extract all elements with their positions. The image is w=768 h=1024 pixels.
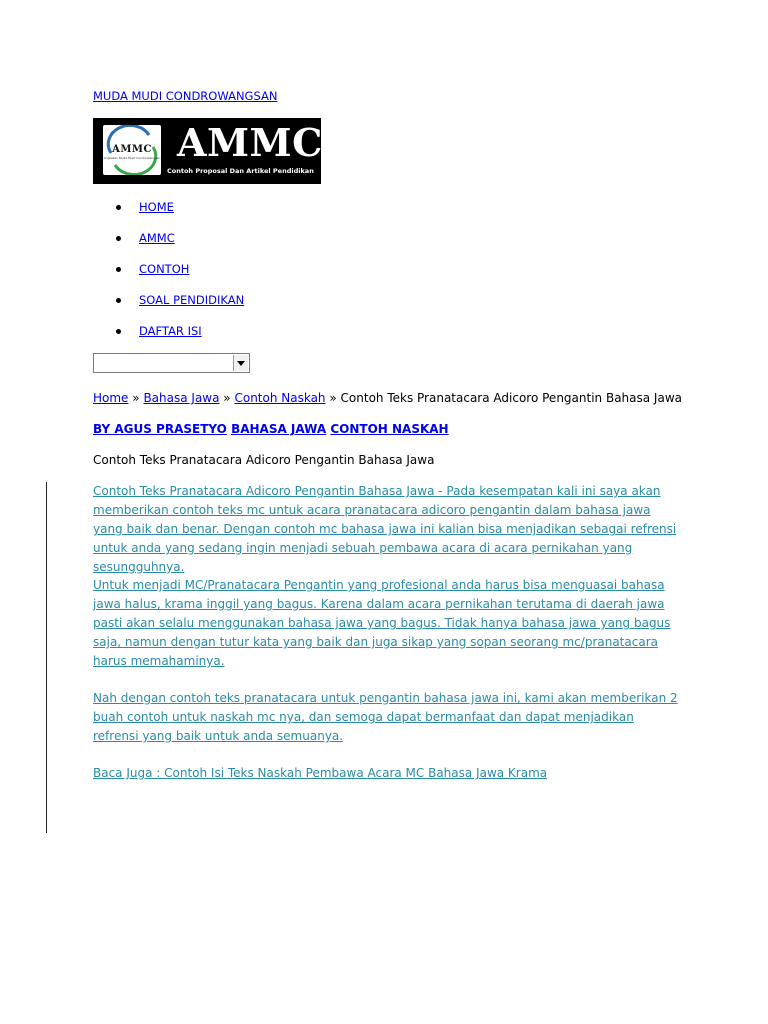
logo-badge [103,125,161,175]
nav-link-home[interactable]: HOME [139,200,174,214]
breadcrumb-current: Contoh Teks Pranatacara Adicoro Pengantin Bahasa Jawa [340,391,682,405]
breadcrumb-bahasa-jawa-link[interactable]: Bahasa Jawa [143,391,220,405]
bullet-icon [116,329,121,334]
breadcrumb-contoh-naskah-link[interactable]: Contoh Naskah [234,391,326,405]
logo-tagline: Contoh Proposal Dan Artikel Pendidikan [167,167,314,175]
logo-badge-text: AMMC [112,144,152,155]
nav-link-ammc[interactable]: AMMC [139,231,175,245]
related-post-link[interactable]: Baca Juga : Contoh Isi Teks Naskah Pembawa Acara MC Bahasa Jawa Krama [93,766,548,780]
breadcrumb-separator: » [132,391,140,405]
site-logo[interactable] [93,118,321,184]
site-title-link[interactable]: MUDA MUDI CONDROWANGSAN [93,89,278,103]
nav-link-soal-pendidikan[interactable]: SOAL PENDIDIKAN [139,293,245,307]
post-paragraph-2 [93,576,683,671]
nav-select-dropdown[interactable] [93,353,250,373]
post-paragraph-1-text: - Pada kesempatan kali ini saya akan memberikan contoh teks mc untuk acara pranatacara adicoro pengantin dalam bahasa jawa yang baik dan benar. Dengan contoh mc bahasa jawa ini kalian bisa menjadikan sebagai refrensi untuk anda yang sedang ingin menjadi sebuah pembawa acara di acara pernikahan yang sesungguhnya. [93,484,677,574]
post-meta [93,421,449,437]
label-bahasa-jawa-link[interactable]: BAHASA JAWA [231,422,327,436]
post-paragraph-3: Nah dengan contoh teks pranatacara untuk pengantin bahasa jawa ini, kami akan memberikan 2 buah contoh untuk naskah mc nya, dan semoga dapat bermanfaat dan dapat menjadikan refrensi yang baik untuk anda semuanya. [93,691,678,743]
bullet-icon [116,236,121,241]
post-paragraph-1-link[interactable]: Contoh Teks Pranatacara Adicoro Pengantin Bahasa Jawa [93,484,435,498]
author-link[interactable]: BY AGUS PRASETYO [93,422,227,436]
logo-main-text: AMMC [177,120,323,165]
breadcrumb [93,390,682,406]
vertical-divider [46,482,47,833]
post-paragraph-2-link[interactable]: Untuk menjadi MC/Pranatacara Pengantin [93,578,344,592]
nav-link-daftar-isi[interactable]: DAFTAR ISI [139,324,202,338]
logo-badge-subtext: Angkatan Muda Mudi Condrowangsan [103,156,161,160]
post-paragraph-2-text: yang profesional anda harus bisa menguasai bahasa jawa halus, krama inggil yang bagus. Karena dalam acara pernikahan terutama di daerah jawa pasti akan selalu menggunakan bahasa jawa yang bagus. Tidak hanya bahasa jawa yang bagus saja, namun dengan tutur kata yang baik dan juga sikap yang sopan seorang mc/pranatacara harus memahaminya. [93,578,671,668]
label-contoh-naskah-link[interactable]: CONTOH NASKAH [330,422,449,436]
breadcrumb-separator: » [329,391,337,405]
breadcrumb-home-link[interactable]: Home [93,391,129,405]
chevron-down-icon[interactable] [233,355,248,371]
bullet-icon [116,298,121,303]
bullet-icon [116,205,121,210]
post-paragraph-1 [93,482,683,577]
post-title: Contoh Teks Pranatacara Adicoro Pengantin Bahasa Jawa [93,453,435,467]
bullet-icon [116,267,121,272]
nav-link-contoh[interactable]: CONTOH [139,262,190,276]
breadcrumb-separator: » [223,391,231,405]
